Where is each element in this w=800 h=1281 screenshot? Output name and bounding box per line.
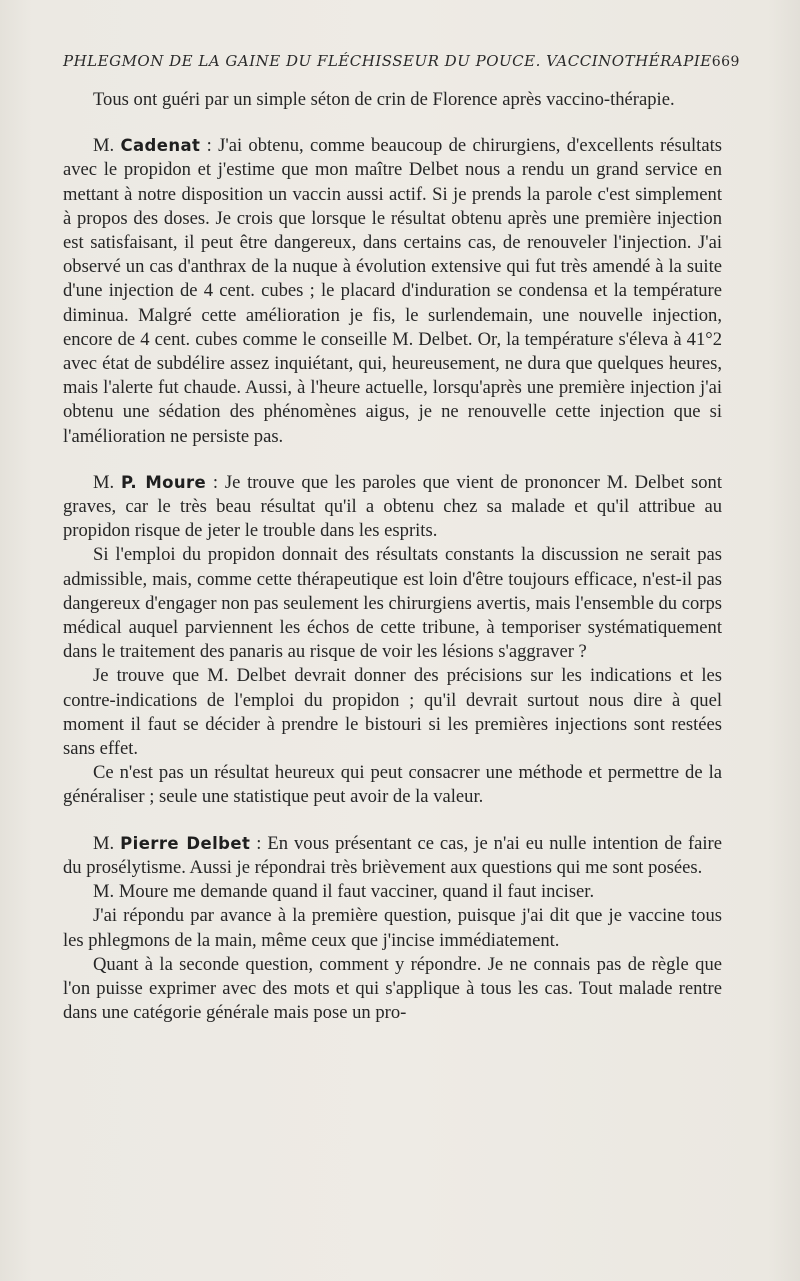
speaker-name-cadenat: Cadenat: [120, 136, 201, 156]
delbet-prefix: M.: [93, 832, 121, 854]
running-title: PHLEGMON DE LA GAINE DU FLÉCHISSEUR DU POUCE. VACCINOTHÉRAPIE: [63, 52, 712, 70]
moure-paragraph-1: [63, 471, 722, 544]
moure-paragraph-2: Si l'emploi du propidon donnait des résultats constants la discussion ne serait pas admissible, mais, comme cette thérapeutique est loin d'être toujours efficace, n'est-il pas dangereux d'engager non pas seulement les chirurgiens avertis, mais l'ensemble du corps médical auquel parviennent les échos de cette tribune, à temporiser systématiquement dans le traitement des panaris au risque de voir les lésions s'aggraver ?: [63, 544, 723, 663]
delbet-paragraph-4: Quant à la seconde question, comment y répondre. Je ne connais pas de règle que l'on puisse exprimer avec des mots et qui s'applique à tous les cas. Tout malade rentre dans une catégorie générale mais pose un pro-: [63, 953, 722, 1024]
moure-text: : Je trouve que les paroles que vient de prononcer M. Delbet sont graves, car le très beau résultat qu'il a obtenu chez sa malade et qu'il attribue au propidon risque de jeter le trouble dans les esprits.: [63, 471, 722, 542]
running-head: [63, 52, 740, 70]
cadenat-paragraph: [63, 134, 722, 449]
delbet-paragraph-3: J'ai répondu par avance à la première question, puisque j'ai dit que je vaccine tous les phlegmons de la main, même ceux que j'incise immédiatement.: [63, 905, 722, 951]
moure-paragraph-4: Ce n'est pas un résultat heureux qui peut consacrer une méthode et permettre de la généraliser ; seule une statistique peut avoir de la valeur.: [63, 762, 722, 808]
moure-prefix: M.: [93, 471, 121, 493]
delbet-text: : En vous présentant ce cas, je n'ai eu nulle intention de faire du prosélytisme. Aussi je répondrai très brièvement aux questions qui me sont posées.: [63, 832, 722, 878]
cadenat-prefix: M.: [93, 135, 121, 157]
moure-paragraph-3: Je trouve que M. Delbet devrait donner des précisions sur les indications et les contre-indications de l'emploi du propidon ; qu'il devrait surtout nous dire à quel moment il faut se décider à prendre le bistouri si les premières injections sont restées sans effet.: [63, 665, 722, 760]
speaker-name-moure: P. Moure: [120, 472, 207, 492]
cadenat-text: : J'ai obtenu, comme beaucoup de chirurgiens, d'excellents résultats avec le propidon et j'estime que mon maître Delbet nous a rendu un grand service en mettant à notre disposition un vaccin aussi actif. Si je prends la parole c'est simplement à propos des doses. Je crois que lorsque le résultat obtenu après une première injection est satisfaisant, il peut être dangereux, dans certains cas, de renouveler l'injection. J'ai observé un cas d'anthrax de la nuque à évolution extensive qui fut très amendé à la suite d'une injection de 4 cent. cubes ; le placard d'induration se condensa et la température diminua. Malgré cette amélioration je fis, le surlendemain, une nouvelle injection, encore de 4 cent. cubes comme le conseille M. Delbet. Or, la température s'éleva à 41°2 avec état de subdélire assez inquiétant, qui, heureusement, ne dura que quelques heures, mais l'alerte fut chaude. Aussi, à l'heure actuelle, lorsqu'après une première injection j'ai obtenu une sédation des phénomènes aigus, je ne renouvelle cette injection que si l'amélioration ne persiste pas.: [63, 135, 722, 447]
delbet-paragraph-1: [63, 832, 722, 880]
opening-paragraph: Tous ont guéri par un simple séton de crin de Florence après vaccino-thérapie.: [93, 89, 675, 110]
body-text: [63, 88, 722, 1025]
speaker-name-delbet: Pierre Delbet: [120, 833, 251, 853]
delbet-paragraph-2: M. Moure me demande quand il faut vacciner, quand il faut inciser.: [93, 881, 595, 903]
page-number: 669: [711, 54, 740, 70]
